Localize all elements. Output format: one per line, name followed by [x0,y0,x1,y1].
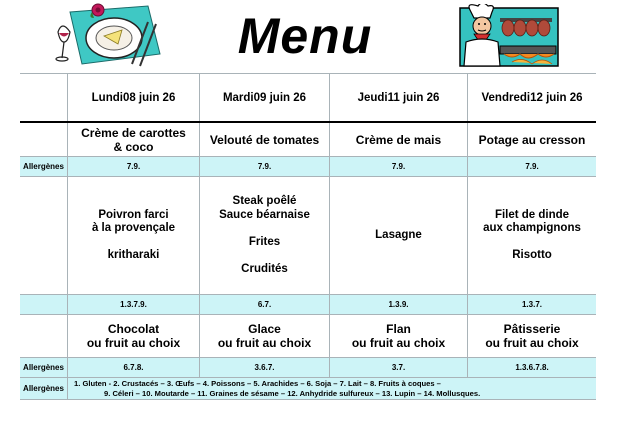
header-row [20,73,596,123]
main-course-cell: Filet de dinde aux champignons Risotto [483,208,581,261]
dessert-row [20,315,596,358]
day-date: 11 juin 26 [387,91,440,104]
menu-table [20,73,596,400]
dessert-allergens-row [20,358,596,378]
allergen-codes: 1.3.7. [521,300,542,309]
starter-cell: Crème de carottes & coco [68,123,200,156]
day-date: 08 juin 26 [122,91,176,104]
allergen-codes: 7.9. [330,157,468,176]
allergen-codes: 3.6.7. [200,358,330,377]
allergen-codes: 1.3.6.7.8. [515,363,549,372]
allergen-codes: 7.9. [200,157,330,176]
dessert-cell: Flan ou fruit au choix [330,315,468,357]
allergen-codes: 6.7. [200,295,330,314]
day-date: 09 juin 26 [253,91,307,104]
allergen-legend-line: 1. Gluten - 2. Crustacés – 3. Œufs – 4. Poissons – 5. Arachides – 6. Soja – 7. Lait – 8. Fruits à coques – [74,379,441,388]
allergen-codes: 7.9. [68,157,200,176]
day-name: Mardi [222,91,254,104]
day-header [200,74,330,121]
allergen-codes: 6.7.8. [68,358,200,377]
row-label-empty [20,123,68,156]
main-course-cell: Steak poêlé Sauce béarnaise Frites Crudités [200,177,330,294]
dessert-cell: Chocolat ou fruit au choix [68,315,200,357]
allergen-legend-row [20,378,596,400]
day-name: Vendredi [481,91,531,104]
allergen-row-label: Allergènes [20,358,68,377]
dessert-cell: Pâtisserie ou fruit au choix [485,322,579,350]
starter-cell: Velouté de tomates [200,123,330,156]
allergen-legend-line: 9. Céleri – 10. Moutarde – 11. Graines de sésame – 12. Anhydride sulfureux – 13. Lupin – 14. Mollusques. [104,389,481,398]
row-label-empty [20,315,68,357]
allergen-codes: 1.3.9. [330,295,468,314]
allergen-codes: 7.9. [525,162,539,171]
table-setting-icon [48,2,166,70]
allergen-codes: 1.3.7.9. [68,295,200,314]
chef-cooking-icon [452,4,564,68]
corner-cell [20,74,68,121]
starter-cell: Crème de mais [330,123,468,156]
row-label-empty [20,177,68,294]
main-course-row [20,177,596,295]
row-label-empty [20,295,68,314]
day-header [330,74,468,121]
starter-allergens-row [20,157,596,177]
day-name: Lundi [91,91,123,104]
day-header [468,74,596,121]
allergen-row-label: Allergènes [20,157,68,176]
starter-row [20,123,596,157]
main-allergens-row [20,295,596,315]
page-title: Menu [237,8,373,64]
day-date: 12 juin 26 [530,91,583,104]
day-header [68,74,200,121]
main-course-cell: Poivron farci à la provençale kritharaki [68,177,200,294]
allergen-row-label: Allergènes [20,378,68,399]
dessert-cell: Glace ou fruit au choix [200,315,330,357]
day-name: Jeudi [357,91,388,104]
allergen-legend [68,378,596,399]
starter-cell: Potage au cresson [478,132,586,147]
main-course-cell: Lasagne [330,177,468,294]
allergen-codes: 3.7. [330,358,468,377]
